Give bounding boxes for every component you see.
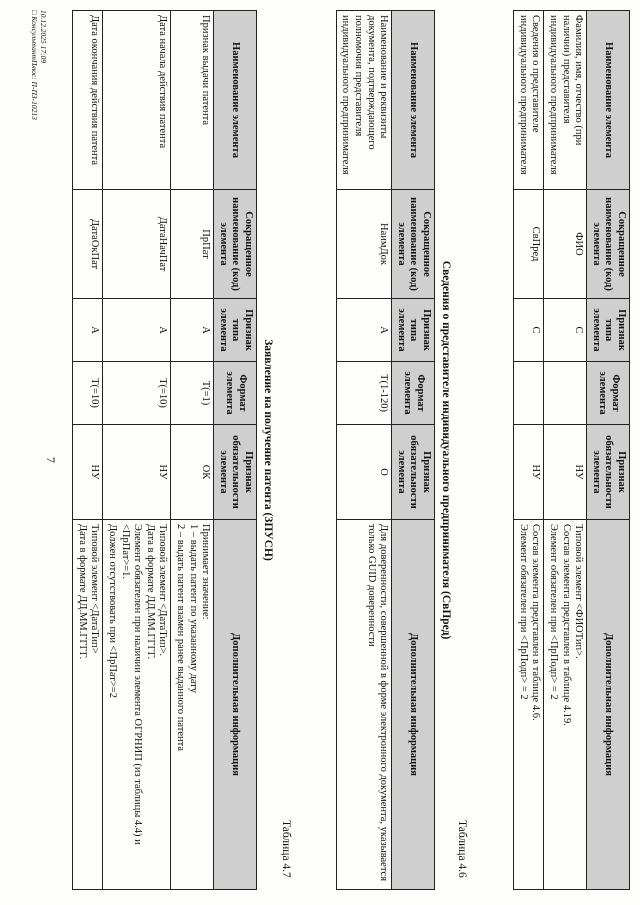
table-row: Дата начала действия патента ДатаНачПат А T(=10) НУ Типовой элемент <ДатаТип>. Дата в формате ДД.ММ.ГГГГ. Элемент обязателен при наличии элемента ОГРНИП (из таблицы 4.4) и <ПрПат>=1. Должен отсутствовать при <ПрПат>=2 [103, 11, 171, 890]
table-representative [336, 10, 435, 890]
table-row: Признак выдачи патента ПрПат А T(=1) ОК Принимает значение: 1 – выдать патент по указанному дату 2 – выдать патент взамен ранее выданного патента [171, 11, 214, 890]
page-number: 7 [44, 457, 58, 463]
table-row: Наименование и реквизиты документа, подтверждающего полномочия представителя индивидуального предпринимателя НаимДок А T(1-120) О Для доверенности, совершенной в форме электронного документа, указывается только GUID доверенности [336, 11, 391, 890]
table-header-row: Наименование элемента Сокращенное наименование (код) элемента Признак типа элемента Формат элемента Признак обязательности элемента Дополнительная информация [392, 11, 435, 890]
table-row: Сведения о представителе индивидуального предпринимателя СвПред С НУ Состав элемента представлен в таблице 4.6. Элемент обязателен при <ПрПодп> = 2 [514, 11, 544, 890]
table-header-row: Наименование элемента Сокращенное наименование (код) элемента Признак типа элемента Формат элемента Признак обязательности элемента Дополнительная информация [214, 11, 257, 890]
table-row: Дата окончания действия патента ДатаОкПат А T(=10) НУ Типовой элемент <ДатаТип> Дата в формате ДД.ММ.ГГГГ. [73, 11, 103, 890]
table-title: Заявление на получение патента (ЗПУСН) [262, 339, 274, 561]
table-caption: Таблица 4.6 [456, 820, 468, 878]
table-header-row: Наименование элемента Сокращенное наименование (код) элемента Признак типа элемента Формат элемента Признак обязательности элемента Дополнительная информация [587, 11, 630, 890]
table-title: Сведения о представителе индивидуального предпринимателя (СвПред) [440, 260, 452, 640]
table-row: Фамилия, имя, отчество (при наличии) представителя индивидуального предпринимателя ФИО С НУ Типовой элемент <ФИОТип>. Состав элемента представлен в таблице 4.19. Элемент обязателен при <ПрПодп> = 2 [544, 11, 587, 890]
footer-stamp: 10.12.2025 17:09 □ КонсультантПлюс: П-ПЗ-10213 [30, 10, 48, 120]
table-representative-part [513, 10, 630, 890]
table-patent-application [72, 10, 257, 890]
table-caption: Таблица 4.7 [280, 820, 292, 878]
